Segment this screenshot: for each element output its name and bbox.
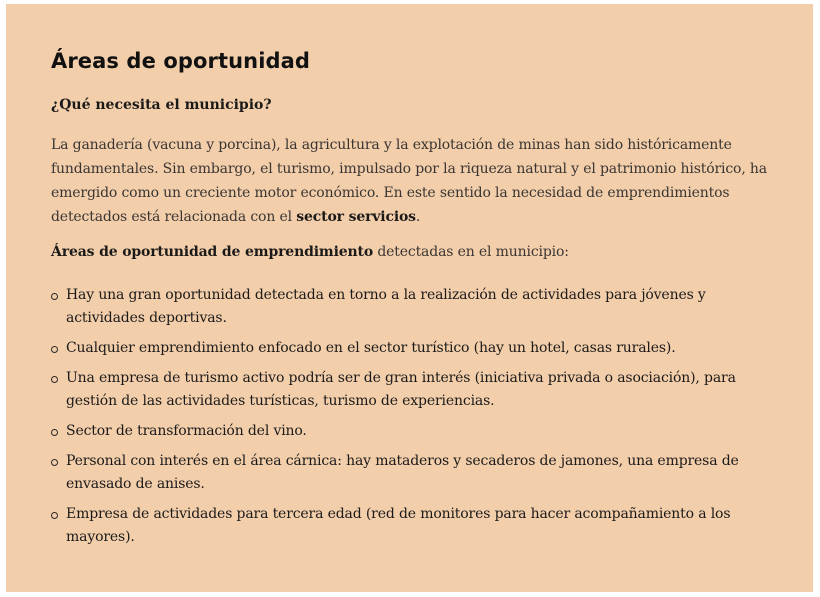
list-item-text: Una empresa de turismo activo podría ser de gran interés (iniciativa privada o asociación), para gestión de las actividades turísticas, turismo de experiencias. (66, 370, 736, 409)
list-intro (51, 244, 768, 260)
content-panel (6, 4, 813, 592)
list-item (51, 367, 768, 413)
list-item-text: Personal con interés en el área cárnica: hay mataderos y secaderos de jamones, una empresa de envasado de anises. (66, 453, 739, 492)
list-item (51, 337, 768, 360)
intro-end: . (415, 209, 421, 225)
circle-bullet-icon (51, 512, 58, 519)
list-item (51, 420, 768, 443)
list-item-text: Hay una gran oportunidad detectada en torno a la realización de actividades para jóvenes y actividades deportivas. (66, 287, 706, 326)
intro-text: La ganadería (vacuna y porcina), la agricultura y la explotación de minas han sido históricamente fundamentales. Sin embargo, el turismo, impulsado por la riqueza natural y el patrimonio histórico, ha emergido como un creciente motor económico. En este sentido la necesidad de emprendimientos detectados está relacionada con el (51, 137, 767, 225)
circle-bullet-icon (51, 429, 58, 436)
list-item (51, 284, 768, 330)
list-intro-rest: detectadas en el municipio: (373, 244, 569, 260)
circle-bullet-icon (51, 293, 58, 300)
intro-highlight: sector servicios (296, 209, 416, 225)
list-intro-highlight: Áreas de oportunidad de emprendimiento (51, 244, 374, 260)
list-item (51, 450, 768, 496)
circle-bullet-icon (51, 346, 58, 353)
intro-paragraph (51, 133, 768, 229)
list-item-text: Sector de transformación del vino. (66, 423, 307, 439)
list-item-text: Cualquier emprendimiento enfocado en el sector turístico (hay un hotel, casas rurales). (66, 340, 676, 356)
list-item-text: Empresa de actividades para tercera edad (red de monitores para hacer acompañamiento a los mayores). (66, 506, 731, 545)
page-title: Áreas de oportunidad (51, 49, 311, 73)
circle-bullet-icon (51, 376, 58, 383)
list-item (51, 503, 768, 549)
section-question: ¿Qué necesita el municipio? (51, 97, 272, 113)
circle-bullet-icon (51, 459, 58, 466)
opportunity-list (51, 284, 768, 549)
